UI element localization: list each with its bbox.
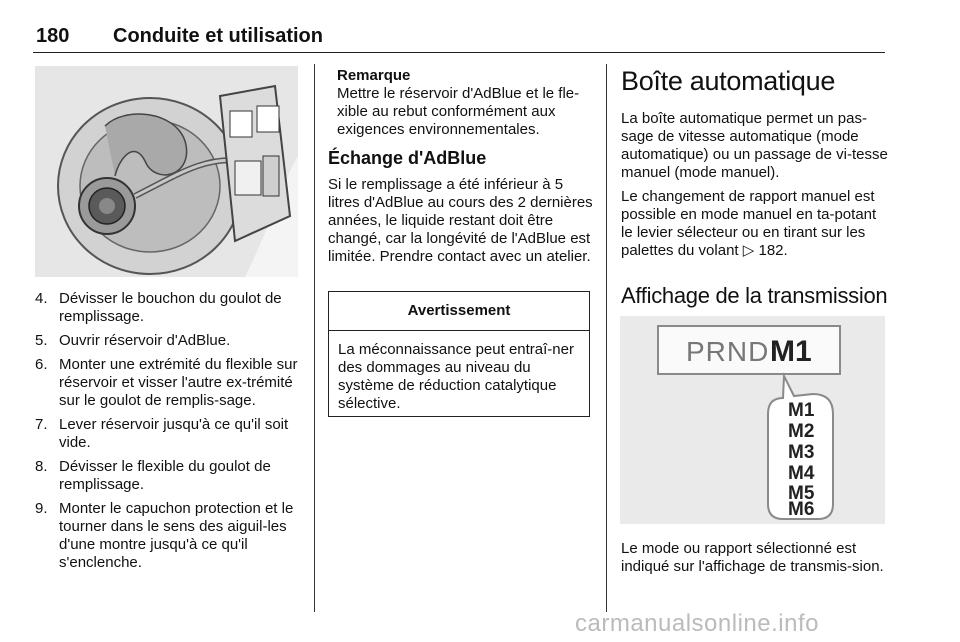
step-text: Monter une extrémité du flexible sur réservoir et visser l'autre ex-trémité sur le goulot de remplis-sage.	[59, 356, 298, 409]
column-divider	[606, 64, 607, 612]
adblue-filler-illustration	[35, 66, 298, 277]
list-item	[35, 416, 303, 452]
step-text: Ouvrir réservoir d'AdBlue.	[59, 332, 231, 349]
warning-heading: Avertissement	[329, 292, 589, 331]
step-text: Monter le capuchon protection et le tourner dans le sens des aiguil-les d'une montre jusqu'à ce qu'il s'enclenche.	[59, 500, 294, 571]
gear-option: M3	[788, 442, 815, 463]
transmission-display-heading: Affichage de la transmission	[621, 283, 888, 308]
procedure-steps	[35, 290, 303, 578]
adblue-heading: Échange d'AdBlue	[328, 148, 487, 168]
warning-box	[328, 291, 590, 417]
list-item	[35, 500, 303, 572]
gearbox-paragraph-1: La boîte automatique permet un pas-sage de vitesse automatique (mode automatique) ou un passage de vi-tesse manuel (mode manuel).	[621, 110, 888, 181]
step-number: 6.	[35, 356, 48, 373]
page-header	[33, 22, 885, 53]
step-number: 7.	[35, 416, 48, 433]
warning-text: La méconnaissance peut entraî-ner des dommages au niveau du système de réduction catalytique sélective.	[338, 341, 574, 412]
step-number: 8.	[35, 458, 48, 475]
watermark: carmanualsonline.info	[575, 610, 819, 637]
page-number: 180	[36, 25, 70, 47]
gear-option: M4	[788, 463, 815, 484]
list-item	[35, 290, 303, 326]
page-reference: 182.	[758, 242, 788, 259]
prnd-label: PRND	[686, 336, 770, 367]
step-text: Dévisser le bouchon du goulot de remplissage.	[59, 290, 282, 325]
gear-option: M1	[788, 400, 815, 421]
gear-option: M6	[788, 499, 815, 520]
step-text: Lever réservoir jusqu'à ce qu'il soit vide.	[59, 416, 289, 451]
step-number: 5.	[35, 332, 48, 349]
current-gear-label: M1	[770, 335, 812, 368]
step-number: 4.	[35, 290, 48, 307]
transmission-display-caption: Le mode ou rapport sélectionné est indiqué sur l'affichage de transmis-sion.	[621, 540, 884, 575]
column-divider	[314, 64, 315, 612]
remark-note	[337, 67, 595, 139]
page-reference-icon: ▷	[742, 242, 755, 259]
transmission-display-illustration	[620, 316, 885, 524]
list-item	[35, 356, 303, 410]
remark-text: Mettre le réservoir d'AdBlue et le fle-xible au rebut conformément aux exigences environnementales.	[337, 85, 580, 138]
list-item	[35, 458, 303, 494]
gearbox-paragraph-2-text: Le changement de rapport manuel est possible en mode manuel en ta-potant le levier sélecteur ou en tirant sur les palettes du volant	[621, 188, 877, 259]
step-number: 9.	[35, 500, 48, 517]
step-text: Dévisser le flexible du goulot de remplissage.	[59, 458, 271, 493]
gearbox-paragraph-2	[621, 188, 887, 260]
gearbox-heading: Boîte automatique	[621, 66, 836, 96]
adblue-text: Si le remplissage a été inférieur à 5 litres d'AdBlue au cours des 2 dernières années, le liquide restant doit être changé, car la longévité de l'AdBlue est limitée. Prendre contact avec un atelier.	[328, 176, 593, 265]
list-item	[35, 332, 303, 350]
gear-option: M2	[788, 421, 815, 442]
remark-heading: Remarque	[337, 67, 411, 84]
page-title: Conduite et utilisation	[113, 25, 323, 47]
gear-option: M5	[788, 483, 815, 504]
